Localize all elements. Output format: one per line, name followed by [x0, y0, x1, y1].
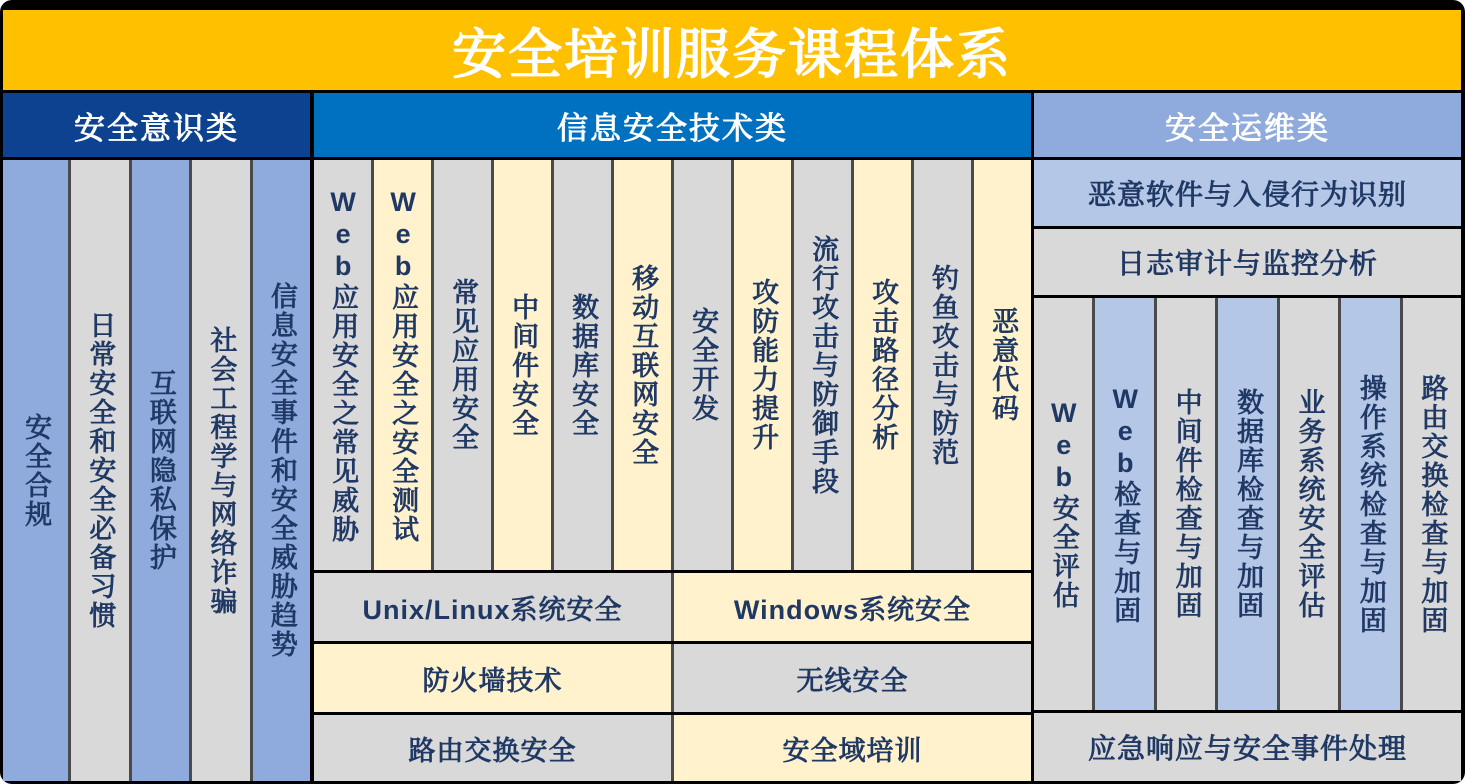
course-column: 社会工程学与网络诈骗 — [192, 160, 250, 781]
course-column: 流行攻击与防御手段 — [794, 160, 851, 570]
technology-columns — [314, 160, 1031, 570]
course-column: 数据库安全 — [554, 160, 611, 570]
course-column: 互联网隐私保护 — [132, 160, 190, 781]
course-row-cell: Unix/Linux系统安全 — [314, 573, 671, 641]
course-column: Web安全评估 — [1034, 298, 1092, 710]
page-title: 安全培训服务课程体系 — [3, 10, 1461, 90]
course-column: 日常安全和安全必备习惯 — [71, 160, 129, 781]
technology-row — [314, 715, 1031, 781]
course-column: 安全合规 — [3, 160, 68, 781]
course-column: 攻防能力提升 — [734, 160, 791, 570]
course-column: 移动互联网安全 — [614, 160, 671, 570]
technology-row — [314, 573, 1031, 641]
operations-columns — [1034, 298, 1461, 710]
course-column: 中间件安全 — [494, 160, 551, 570]
course-column: 攻击路径分析 — [854, 160, 911, 570]
course-column: 安全开发 — [674, 160, 731, 570]
course-column: Web检查与加固 — [1095, 298, 1153, 710]
section-header-technology: 信息安全技术类 — [314, 93, 1031, 157]
course-row-cell: 日志审计与监控分析 — [1034, 229, 1461, 295]
course-row-cell: 防火墙技术 — [314, 644, 671, 712]
technology-row — [314, 644, 1031, 712]
course-column: 业务系统安全评估 — [1280, 298, 1338, 710]
course-column: 恶意代码 — [974, 160, 1031, 570]
section-header-operations: 安全运维类 — [1034, 93, 1461, 157]
course-row-cell: 恶意软件与入侵行为识别 — [1034, 160, 1461, 226]
course-row-cell: 路由交换安全 — [314, 715, 671, 781]
course-column: Web应用安全之安全测试 — [374, 160, 431, 570]
course-column: 操作系统检查与加固 — [1341, 298, 1399, 710]
course-row-cell: 安全域培训 — [674, 715, 1031, 781]
course-column: 路由交换检查与加固 — [1403, 298, 1461, 710]
course-column: 钓鱼攻击与防范 — [914, 160, 971, 570]
course-row-cell: 无线安全 — [674, 644, 1031, 712]
course-column: 常见应用安全 — [434, 160, 491, 570]
course-column: Web应用安全之常见威胁 — [314, 160, 371, 570]
course-row-cell: Windows系统安全 — [674, 573, 1031, 641]
course-row-cell: 应急响应与安全事件处理 — [1034, 713, 1461, 781]
course-column: 信息安全事件和安全威胁趋势 — [253, 160, 311, 781]
awareness-columns — [3, 160, 310, 781]
course-column: 数据库检查与加固 — [1218, 298, 1276, 710]
section-header-awareness: 安全意识类 — [3, 93, 310, 157]
course-column: 中间件检查与加固 — [1157, 298, 1215, 710]
